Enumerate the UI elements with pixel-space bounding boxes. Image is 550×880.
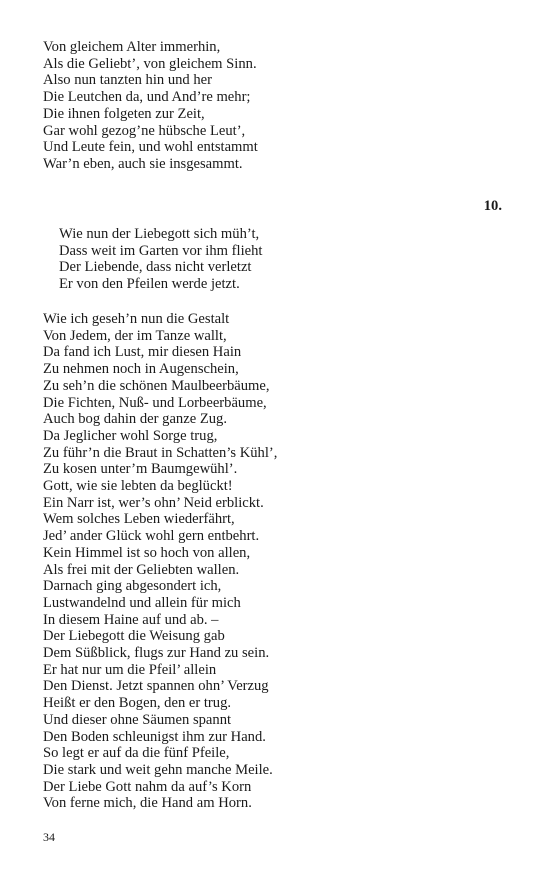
page-number: 34 xyxy=(43,830,55,844)
verse-line: Darnach ging abgesondert ich, xyxy=(43,578,222,595)
verse-line: Die stark und weit gehn manche Meile. xyxy=(43,761,273,778)
verse-line: Lustwandelnd und allein für mich xyxy=(43,594,241,611)
verse-line: Wie nun der Liebegott sich müh’t, xyxy=(59,226,260,242)
verse-line: Er von den Pfeilen werde jetzt. xyxy=(59,276,240,293)
stanza-2-indented xyxy=(59,226,262,293)
verse-line: Da fand ich Lust, mir diesen Hain xyxy=(43,344,242,361)
verse-line: Gott, wie sie lebten da beglückt! xyxy=(43,478,233,495)
stanza-3 xyxy=(43,311,277,812)
verse-line: Als die Geliebt’, von gleichem Sinn. xyxy=(43,55,257,72)
verse-line: Wem solches Leben wiederfährt, xyxy=(43,511,235,528)
verse-line: Den Dienst. Jetzt spannen ohn’ Verzug xyxy=(43,678,269,695)
verse-line: Heißt er den Bogen, den er trug. xyxy=(43,695,232,712)
verse-line: Von gleichem Alter immerhin, xyxy=(43,39,221,55)
verse-line: Die Leutchen da, und And’re mehr; xyxy=(43,89,251,106)
verse-line: Auch bog dahin der ganze Zug. xyxy=(43,411,227,428)
verse-line: Und Leute fein, und wohl entstammt xyxy=(43,139,258,156)
verse-line: Dass weit im Garten vor ihm flieht xyxy=(59,242,263,259)
verse-line: Die Fichten, Nuß- und Lorbeerbäume, xyxy=(43,394,267,411)
verse-line: Zu kosen unter’m Baumgewühl’. xyxy=(43,461,238,478)
verse-line: Von Jedem, der im Tanze wallt, xyxy=(43,327,227,344)
verse-line: Da Jeglicher wohl Sorge trug, xyxy=(43,427,218,444)
verse-line: Jed’ ander Glück wohl gern entbehrt. xyxy=(43,528,260,545)
verse-line: Zu seh’n die schönen Maulbeerbäume, xyxy=(43,377,270,394)
verse-line: Von ferne mich, die Hand am Horn. xyxy=(43,795,252,812)
verse-line: Den Boden schleunigst ihm zur Hand. xyxy=(43,728,266,745)
verse-line: Also nun tanzten hin und her xyxy=(43,72,213,89)
verse-line: Zu führ’n die Braut in Schatten’s Kühl’, xyxy=(43,444,278,461)
verse-line: Er hat nur um die Pfeil’ allein xyxy=(43,661,217,678)
verse-line: War’n eben, auch sie insgesammt. xyxy=(43,155,243,172)
verse-line: Der Liebe Gott nahm da auf’s Korn xyxy=(43,778,252,795)
verse-line: Als frei mit der Geliebten wallen. xyxy=(43,561,240,578)
verse-line: Der Liebende, dass nicht verletzt xyxy=(59,259,252,276)
verse-line: Gar wohl gezog’ne hübsche Leut’, xyxy=(43,122,246,139)
verse-line: Wie ich geseh’n nun die Gestalt xyxy=(43,311,230,327)
verse-line: So legt er auf da die fünf Pfeile, xyxy=(43,745,230,762)
verse-line: Die ihnen folgeten zur Zeit, xyxy=(43,105,205,122)
section-heading: 10. xyxy=(483,198,502,214)
verse-line: Kein Himmel ist so hoch von allen, xyxy=(43,544,251,561)
verse-line: Der Liebegott die Weisung gab xyxy=(43,628,225,645)
verse-line: In diesem Haine auf und ab. – xyxy=(43,611,219,628)
verse-line: Und dieser ohne Säumen spannt xyxy=(43,711,232,728)
verse-line: Ein Narr ist, wer’s ohn’ Neid erblickt. xyxy=(43,494,264,511)
verse-line: Zu nehmen noch in Augenschein, xyxy=(43,361,239,378)
stanza-1 xyxy=(43,39,258,173)
verse-line: Dem Süßblick, flugs zur Hand zu sein. xyxy=(43,645,270,662)
